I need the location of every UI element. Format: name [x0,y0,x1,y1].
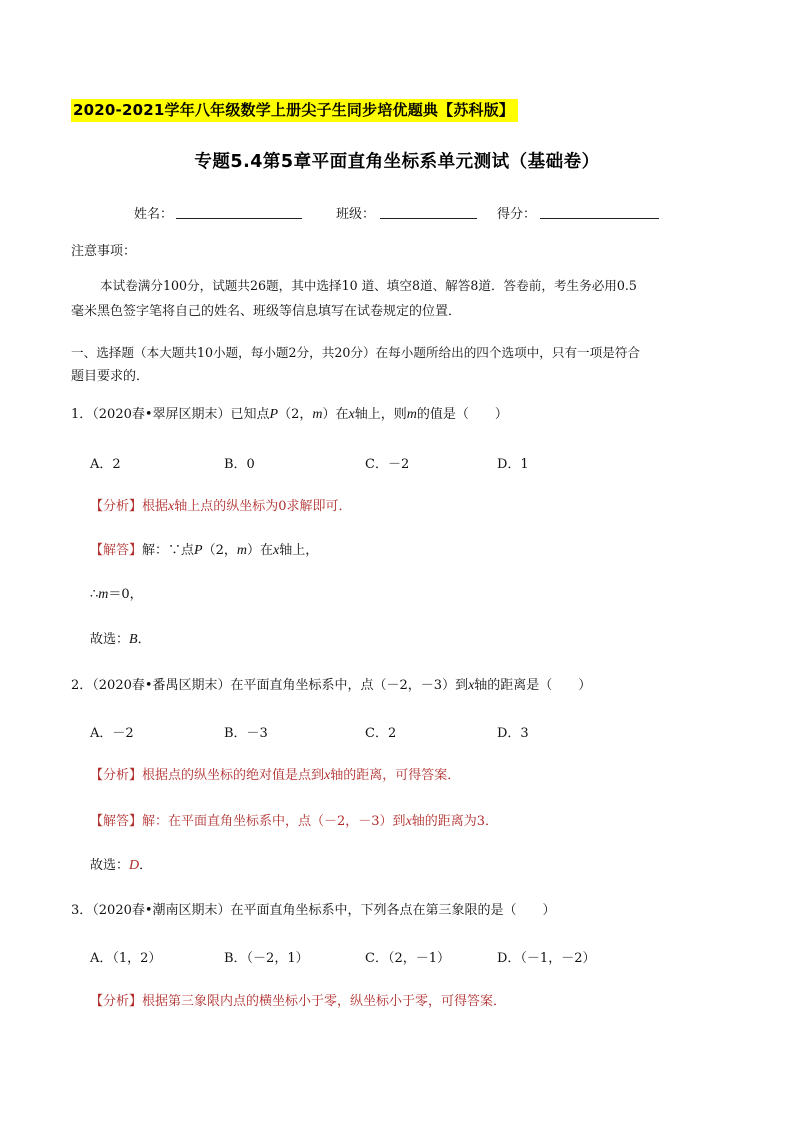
question-2-choice: 故选：D． [90,858,153,873]
question-1-option-c[interactable]: C．－2 [365,457,410,472]
score-label: 得分： [497,207,537,222]
question-3-option-d[interactable]: D．（－1，－2） [497,951,596,966]
question-1-option-b[interactable]: B．0 [224,457,255,472]
question-3-option-c[interactable]: C．（2，－1） [365,951,450,966]
question-3-analysis: 【分析】根据第三象限内点的横坐标小于零，纵坐标小于零，可得答案． [90,994,507,1009]
question-1-answer: 【解答】解：∵点P（2，m）在x轴上， [90,543,319,558]
question-2-option-b[interactable]: B．－3 [224,726,268,741]
question-1-analysis: 【分析】根据x轴上点的纵坐标为0求解即可． [90,499,352,514]
class-field-line[interactable] [380,218,477,219]
question-2-option-d[interactable]: D．3 [497,726,529,741]
question-2-stem: 2．（2020春•番禺区期末）在平面直角坐标系中，点（－2，－3）到x轴的距离是（ ） [71,678,592,693]
question-3-stem: 3．（2020春•潮南区期末）在平面直角坐标系中，下列各点在第三象限的是（ ） [71,903,556,918]
question-3-option-b[interactable]: B．（－2，1） [224,951,309,966]
question-1-option-d[interactable]: D．1 [497,457,529,472]
question-2-answer: 【解答】解：在平面直角坐标系中，点（－2，－3）到x轴的距离为3． [90,814,499,829]
question-1-option-a[interactable]: A．2 [90,457,121,472]
notice-heading: 注意事项： [71,244,137,259]
question-1-stem: 1．（2020春•翠屏区期末）已知点P（2，m）在x轴上，则m的值是（ ） [71,407,508,422]
score-field-line[interactable] [540,218,659,219]
question-3-option-a[interactable]: A．（1，2） [90,951,162,966]
section-1-line-1: 一、选择题（本大题共10小题，每小题2分，共20分）在每小题所给出的四个选项中，只有一项是符合 [71,345,641,360]
question-2-analysis: 【分析】根据点的纵坐标的绝对值是点到x轴的距离，可得答案． [90,768,461,783]
question-2-option-c[interactable]: C．2 [365,726,397,741]
section-1-line-2: 题目要求的． [71,369,150,384]
notice-line-1: 本试卷满分100分，试题共26题，其中选择10 道、填空8道、解答8道．答卷前，考生务必用0.5 [100,278,637,293]
class-label: 班级： [336,207,376,222]
header-banner: 2020-2021学年八年级数学上册尖子生同步培优题典【苏科版】 [71,99,518,122]
notice-line-2: 毫米黑色签字笔将自己的姓名、班级等信息填写在试卷规定的位置． [71,304,462,319]
question-1-choice: 故选：B． [90,632,151,647]
name-field-line[interactable] [176,218,302,219]
name-label: 姓名： [134,207,174,222]
page-title: 专题5.4第5章平面直角坐标系单元测试（基础卷） [194,152,600,172]
question-2-option-a[interactable]: A．－2 [90,726,134,741]
question-1-therefore: ∴m＝0， [90,587,143,602]
